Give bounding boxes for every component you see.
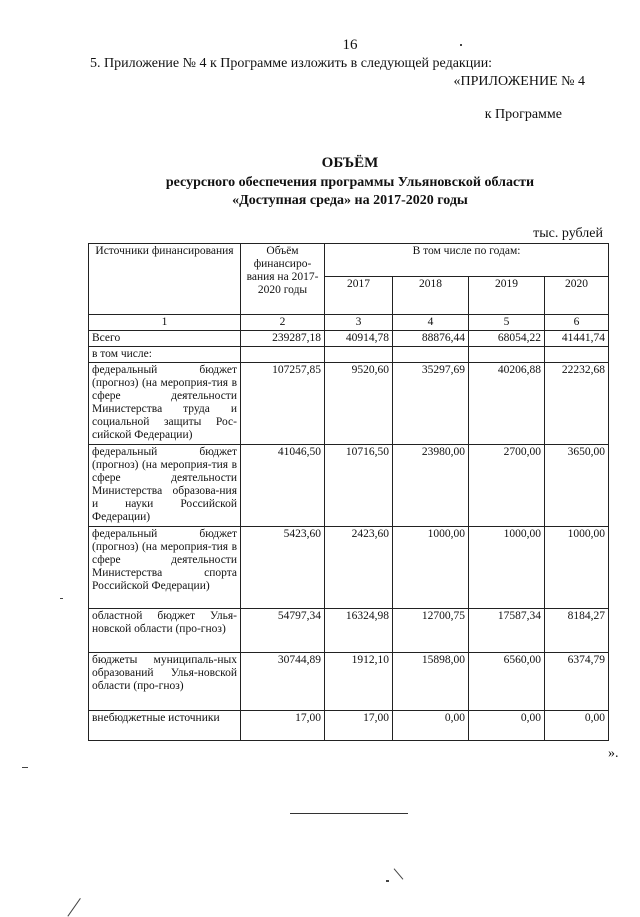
cell-value: 9520,60: [325, 363, 393, 445]
including-row: [89, 347, 609, 363]
column-index: 3: [325, 315, 393, 331]
source-label: федеральный бюджет (прогноз) (на мероприя-тия в сфере деятельности Министерства труда и социальной защиты Рос-сийской Федерации): [89, 363, 241, 445]
cell-value: 1000,00: [545, 527, 609, 609]
document-heading-line3: «Доступная среда» на 2017-2020 годы: [232, 193, 468, 208]
total-value: 68054,22: [469, 331, 545, 347]
header-year: 2017: [325, 277, 393, 315]
cell-value: 54797,34: [241, 609, 325, 653]
cell-value: 1000,00: [393, 527, 469, 609]
cell-value: 6374,79: [545, 653, 609, 711]
total-row: [89, 331, 609, 347]
scan-artifact: [22, 767, 28, 768]
total-value: 40914,78: [325, 331, 393, 347]
page-number: 16: [342, 37, 358, 53]
scan-artifact: [386, 880, 389, 882]
table-row: [89, 711, 609, 741]
column-index: 1: [89, 315, 241, 331]
table-row: [89, 363, 609, 445]
total-value: 88876,44: [393, 331, 469, 347]
cell-value: 5423,60: [241, 527, 325, 609]
cell-value: 1000,00: [469, 527, 545, 609]
source-label: внебюджетные источники: [89, 711, 241, 741]
cell-value: 107257,85: [241, 363, 325, 445]
column-index: 6: [545, 315, 609, 331]
total-label: Всего: [89, 331, 241, 347]
cell-value: 2700,00: [469, 445, 545, 527]
cell-value: 0,00: [545, 711, 609, 741]
funding-table: [88, 243, 609, 741]
document-heading-title: ОБЪЁМ: [321, 155, 379, 171]
cell-value: 15898,00: [393, 653, 469, 711]
cell-value: 1912,10: [325, 653, 393, 711]
column-index: 4: [393, 315, 469, 331]
column-index: 2: [241, 315, 325, 331]
appendix-subtitle: к Программе: [484, 107, 562, 122]
scan-artifact: [394, 868, 404, 879]
signature-line: [290, 813, 408, 814]
cell-value: 10716,50: [325, 445, 393, 527]
source-label: областной бюджет Улья-новской области (про-гноз): [89, 609, 241, 653]
cell-value: 12700,75: [393, 609, 469, 653]
cell-value: 22232,68: [545, 363, 609, 445]
total-value: 41441,74: [545, 331, 609, 347]
header-by-years: В том числе по годам:: [325, 244, 609, 277]
table-row: [89, 445, 609, 527]
cell-value: 6560,00: [469, 653, 545, 711]
source-label: федеральный бюджет (прогноз) (на мероприя-тия в сфере деятельности Министерства спорта Российской Федерации): [89, 527, 241, 609]
header-sources: Источники финансирования: [89, 244, 241, 315]
scan-artifact: [460, 44, 462, 46]
cell-value: 0,00: [393, 711, 469, 741]
including-label: в том числе:: [89, 347, 241, 363]
table-row: [89, 609, 609, 653]
cell-value: 16324,98: [325, 609, 393, 653]
closing-quote-mark: ».: [608, 746, 619, 761]
header-volume: Объём финансиро-вания на 2017-2020 годы: [241, 244, 325, 315]
cell-value: 23980,00: [393, 445, 469, 527]
header-year: 2020: [545, 277, 609, 315]
cell-value: 41046,50: [241, 445, 325, 527]
table-row: [89, 527, 609, 609]
cell-value: 3650,00: [545, 445, 609, 527]
total-value: 239287,18: [241, 331, 325, 347]
cell-value: 2423,60: [325, 527, 393, 609]
scan-artifact: [60, 598, 63, 599]
cell-value: 17587,34: [469, 609, 545, 653]
column-index-row: [89, 315, 609, 331]
document-heading-line2: ресурсного обеспечения программы Ульяновской области: [165, 175, 535, 190]
source-label: федеральный бюджет (прогноз) (на мероприя-тия в сфере деятельности Министерства образова-ния и науки Российской Федерации): [89, 445, 241, 527]
appendix-title: «ПРИЛОЖЕНИЕ № 4: [453, 74, 585, 89]
column-index: 5: [469, 315, 545, 331]
cell-value: 30744,89: [241, 653, 325, 711]
header-year: 2018: [393, 277, 469, 315]
cell-value: 8184,27: [545, 609, 609, 653]
cell-value: 40206,88: [469, 363, 545, 445]
scan-artifact: [67, 898, 80, 917]
source-label: бюджеты муниципаль-ных образований Улья-новской области (про-гноз): [89, 653, 241, 711]
amendment-intro: 5. Приложение № 4 к Программе изложить в следующей редакции:: [90, 56, 493, 71]
cell-value: 35297,69: [393, 363, 469, 445]
table-header-row: [89, 244, 609, 277]
units-label: тыс. рублей: [533, 226, 603, 241]
header-year: 2019: [469, 277, 545, 315]
cell-value: 17,00: [325, 711, 393, 741]
table-row: [89, 653, 609, 711]
cell-value: 0,00: [469, 711, 545, 741]
cell-value: 17,00: [241, 711, 325, 741]
